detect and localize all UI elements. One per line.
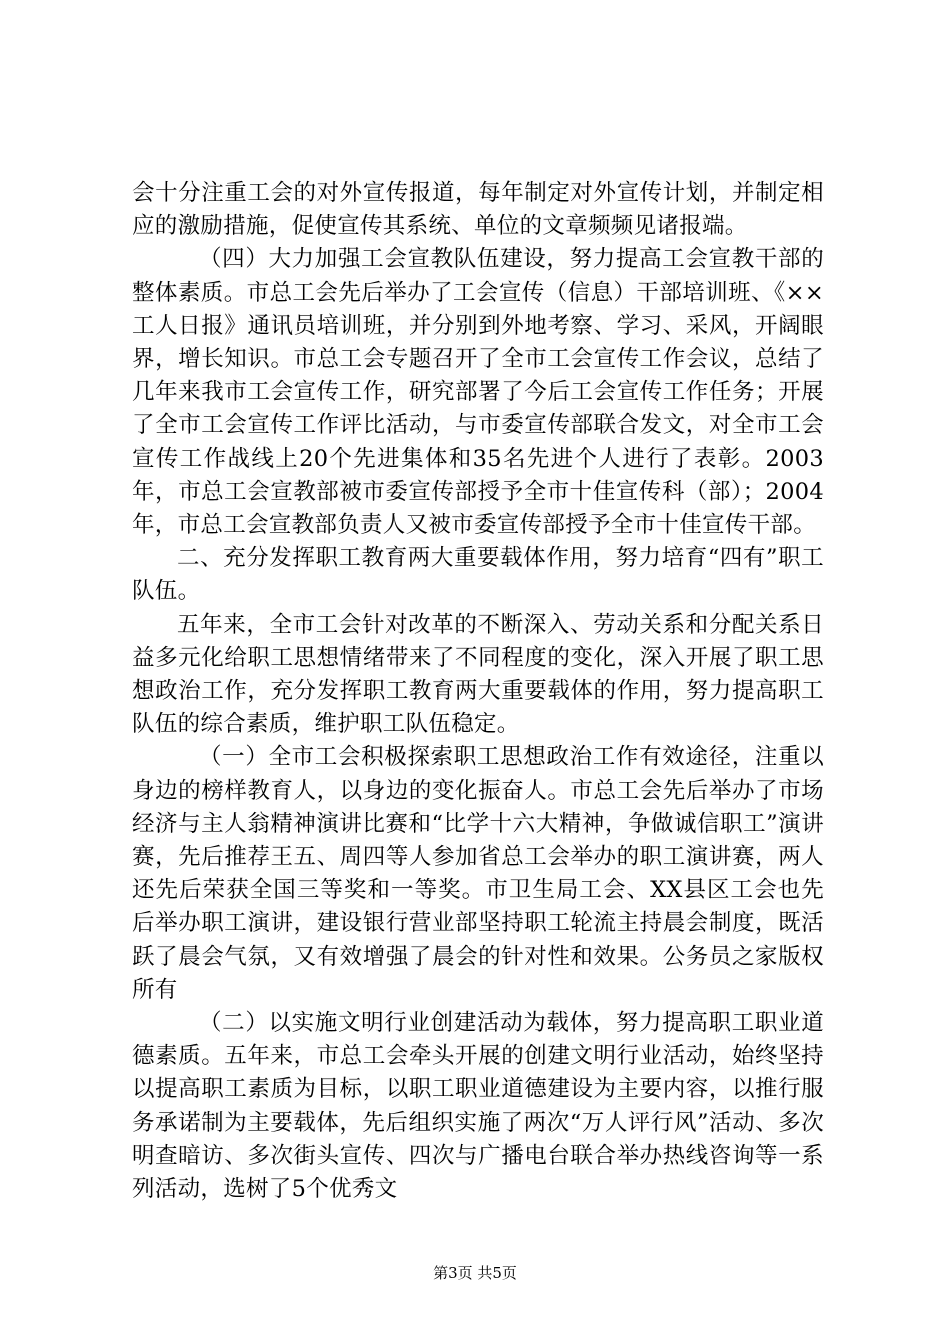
paragraph-sub-1: （一）全市工会积极探索职工思想政治工作有效途径，注重以身边的榜样教育人，以身边的变化振奋人。市总工会先后举办了市场经济与主人翁精神演讲比赛和“比学十六大精神，争做诚信职工”演讲赛，先后推荐王五、周四等人参加省总工会举办的职工演讲赛，两人还先后荣获全国三等奖和一等奖。市卫生局工会、XX县区工会也先后举办职工演讲，建设银行营业部坚持职工轮流主持晨会制度，既活跃了晨会气氛，又有效增强了晨会的针对性和效果。公务员之家版权所有 bbox=[132, 744, 824, 1003]
page-number: 第3页 共5页 bbox=[433, 1264, 517, 1282]
paragraph-sub-2: （二）以实施文明行业创建活动为载体，努力提高职工职业道德素质。五年来，市总工会牵头开展的创建文明行业活动，始终坚持以提高职工素质为目标，以职工职业道德建设为主要内容，以推行服务承诺制为主要载体，先后组织实施了两次“万人评行风”活动、多次明查暗访、多次街头宣传、四次与广播电台联合举办热线咨询等一系列活动，选树了5个优秀文 bbox=[132, 1010, 824, 1203]
paragraph-heading-2: 二、充分发挥职工教育两大重要载体作用，努力培育“四有”职工队伍。 bbox=[132, 545, 824, 605]
paragraph-continuation: 会十分注重工会的对外宣传报道，每年制定对外宣传计划，并制定相应的激励措施，促使宣传其系统、单位的文章频频见诸报端。 bbox=[132, 180, 824, 240]
document-body bbox=[132, 177, 824, 1206]
paragraph-intro-2: 五年来，全市工会针对改革的不断深入、劳动关系和分配关系日益多元化给职工思想情绪带来了不同程度的变化，深入开展了职工思想政治工作，充分发挥职工教育两大重要载体的作用，努力提高职工队伍的综合素质，维护职工队伍稳定。 bbox=[132, 611, 824, 738]
paragraph-section-4: （四）大力加强工会宣教队伍建设，努力提高工会宣教干部的整体素质。市总工会先后举办了工会宣传（信息）干部培训班、《××工人日报》通讯员培训班，并分别到外地考察、学习、采风，开阔眼界，增长知识。市总工会专题召开了全市工会宣传工作会议，总结了几年来我市工会宣传工作，研究部署了今后工会宣传工作任务；开展了全市工会宣传工作评比活动，与市委宣传部联合发文，对全市工会宣传工作战线上20个先进集体和35名先进个人进行了表彰。2003年，市总工会宣教部被市委宣传部授予全市十佳宣传科（部）；2004年，市总工会宣教部负责人又被市委宣传部授予全市十佳宣传干部。 bbox=[132, 246, 824, 539]
